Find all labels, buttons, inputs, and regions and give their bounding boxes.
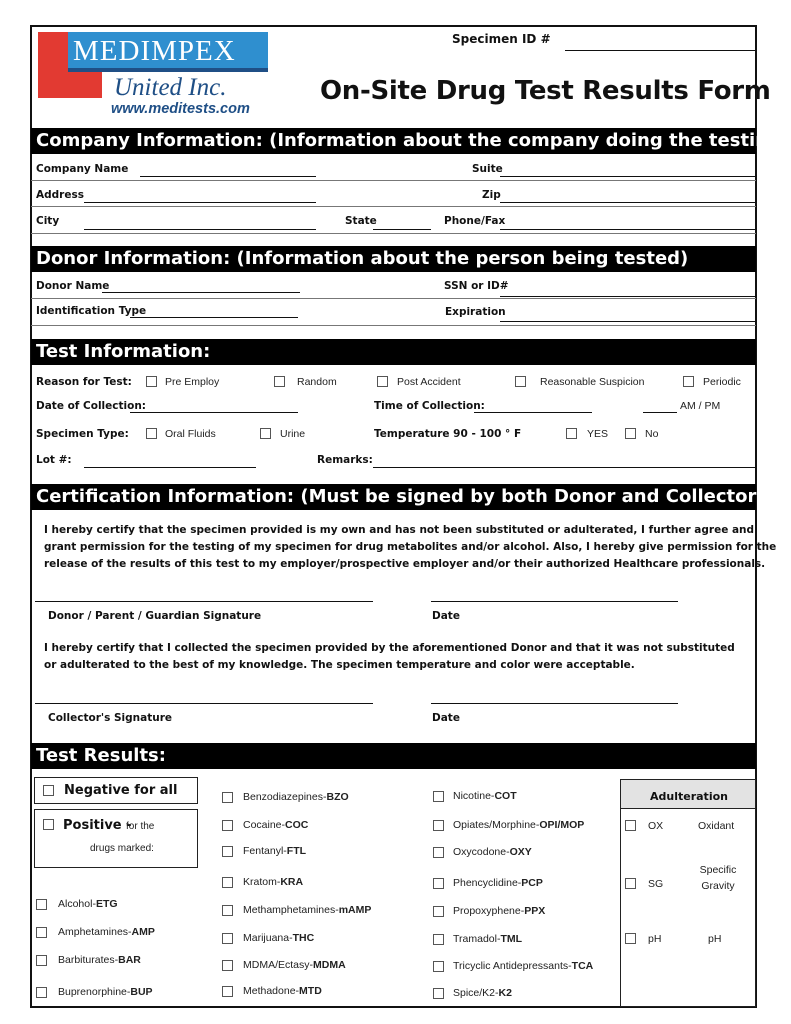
- ssn-field[interactable]: [500, 296, 755, 297]
- adulterant-checkbox-ox[interactable]: [625, 820, 636, 831]
- positive-checkbox[interactable]: [43, 819, 54, 830]
- random-checkbox[interactable]: [274, 376, 285, 387]
- drug-label-kra: Kratom-KRA: [243, 876, 304, 888]
- urine-label: Urine: [280, 428, 306, 440]
- certification-section-heading: Certification Information: (Must be signed by both Donor and Collector): [31, 484, 756, 510]
- drug-checkbox-cot[interactable]: [433, 791, 444, 802]
- am-pm-label: AM / PM: [680, 400, 721, 412]
- post-accident-label: Post Accident: [397, 376, 461, 388]
- identification-type-field[interactable]: [130, 317, 298, 318]
- drug-checkbox-ppx[interactable]: [433, 906, 444, 917]
- row-divider: [31, 233, 756, 234]
- drug-label-thc: Marijuana-THC: [243, 932, 315, 944]
- drug-label-ppx: Propoxyphene-PPX: [453, 905, 546, 917]
- drug-checkbox-kra[interactable]: [222, 877, 233, 888]
- donor-signature-label: Donor / Parent / Guardian Signature: [48, 610, 262, 622]
- drug-checkbox-amp[interactable]: [36, 927, 47, 938]
- drug-checkbox-opi[interactable]: [433, 820, 444, 831]
- positive-label: Positive -: [63, 818, 132, 833]
- adulterant-checkbox-ph[interactable]: [625, 933, 636, 944]
- row-divider: [31, 298, 756, 299]
- date-of-collection-label: Date of Collection:: [36, 400, 147, 412]
- drug-label-mdma: MDMA/Ectasy-MDMA: [243, 959, 346, 971]
- reason-label: Reason for Test:: [36, 376, 132, 388]
- pre-employ-checkbox[interactable]: [146, 376, 157, 387]
- temperature-yes-checkbox[interactable]: [566, 428, 577, 439]
- company-logo: [38, 30, 270, 120]
- company-name-field[interactable]: [140, 176, 316, 177]
- time-of-collection-field[interactable]: [474, 412, 592, 413]
- results-section-heading: Test Results:: [31, 743, 756, 769]
- drug-label-bzo: Benzodiazepines-BZO: [243, 791, 349, 803]
- drug-checkbox-k2[interactable]: [433, 988, 444, 999]
- temperature-yes-label: YES: [587, 428, 609, 440]
- collector-date-label: Date: [432, 712, 460, 724]
- donor-date-label: Date: [432, 610, 460, 622]
- address-label: Address: [36, 189, 84, 201]
- zip-label: Zip: [482, 189, 501, 201]
- time-minutes-field[interactable]: [643, 412, 677, 413]
- form-title: On-Site Drug Test Results Form: [320, 76, 771, 106]
- test-section-heading: Test Information:: [31, 339, 756, 365]
- drug-label-ftl: Fentanyl-FTL: [243, 845, 307, 857]
- suite-field[interactable]: [500, 176, 755, 177]
- drug-label-amp: Amphetamines-AMP: [58, 926, 155, 938]
- drug-checkbox-pcp[interactable]: [433, 878, 444, 889]
- phone-fax-field[interactable]: [500, 229, 755, 230]
- identification-type-label: Identification Type: [36, 305, 147, 317]
- adulterant-name-sg: Specific Gravity: [699, 864, 737, 892]
- drug-label-etg: Alcohol-ETG: [58, 898, 118, 910]
- drug-label-k2: Spice/K2-K2: [453, 987, 512, 999]
- drug-label-oxy: Oxycodone-OXY: [453, 846, 532, 858]
- specimen-type-label: Specimen Type:: [36, 428, 129, 440]
- oral-fluids-label: Oral Fluids: [165, 428, 216, 440]
- lot-field[interactable]: [84, 467, 256, 468]
- adulteration-heading: Adulteration: [650, 790, 728, 803]
- reasonable-suspicion-label: Reasonable Suspicion: [540, 376, 645, 388]
- logo-url: www.meditests.com: [111, 101, 250, 117]
- adulterant-code-sg: SG: [648, 878, 664, 890]
- drug-checkbox-etg[interactable]: [36, 899, 47, 910]
- periodic-checkbox[interactable]: [683, 376, 694, 387]
- donor-certification-statement: I hereby certify that the specimen provided is my own and has not been substituted or adulterated, I further agree and grant permission for the testing of my specimen for drug metabolites and/or alcohol. Also, I hereby give permission for the release of the results of this test to my employer/prospective employer and/or their authorized Healthcare professionals.: [44, 524, 777, 570]
- drug-checkbox-bzo[interactable]: [222, 792, 233, 803]
- donor-signature-line[interactable]: [35, 601, 373, 602]
- collector-signature-line[interactable]: [35, 703, 373, 704]
- specimen-id-label: Specimen ID #: [452, 32, 551, 46]
- drug-label-mamp: Methamphetamines-mAMP: [243, 904, 372, 916]
- drug-checkbox-tca[interactable]: [433, 961, 444, 972]
- drug-checkbox-oxy[interactable]: [433, 847, 444, 858]
- remarks-field[interactable]: [373, 467, 755, 468]
- drug-label-bar: Barbiturates-BAR: [58, 954, 141, 966]
- drug-label-tml: Tramadol-TML: [453, 933, 523, 945]
- drug-label-bup: Buprenorphine-BUP: [58, 986, 153, 998]
- date-of-collection-field[interactable]: [130, 412, 298, 413]
- expiration-label: Expiration: [445, 306, 506, 318]
- drug-checkbox-thc[interactable]: [222, 933, 233, 944]
- drug-label-coc: Cocaine-COC: [243, 819, 309, 831]
- drug-checkbox-mamp[interactable]: [222, 905, 233, 916]
- time-of-collection-label: Time of Collection:: [374, 400, 485, 412]
- ssn-label: SSN or ID#: [444, 280, 509, 292]
- suite-label: Suite: [472, 163, 503, 175]
- negative-checkbox[interactable]: [43, 785, 54, 796]
- periodic-label: Periodic: [703, 376, 741, 388]
- drug-label-mtd: Methadone-MTD: [243, 985, 322, 997]
- collector-certification-statement: I hereby certify that I collected the specimen provided by the aforementioned Donor and that it was not substituted or adulterated to the best of my knowledge. The specimen temperature and color were acceptable.: [44, 642, 735, 671]
- random-label: Random: [297, 376, 337, 388]
- adulterant-name-ox: Oxidant: [698, 820, 735, 832]
- drug-label-cot: Nicotine-COT: [453, 790, 517, 802]
- temperature-no-label: No: [645, 428, 659, 440]
- drug-checkbox-mdma[interactable]: [222, 960, 233, 971]
- specimen-id-line[interactable]: [565, 50, 755, 51]
- drug-checkbox-tml[interactable]: [433, 934, 444, 945]
- temperature-no-checkbox[interactable]: [625, 428, 636, 439]
- state-field[interactable]: [373, 229, 431, 230]
- temperature-label: Temperature 90 - 100 ° F: [374, 428, 522, 440]
- positive-suffix: for the: [126, 821, 155, 832]
- reasonable-suspicion-checkbox[interactable]: [515, 376, 526, 387]
- row-divider: [31, 180, 756, 181]
- address-field[interactable]: [84, 202, 316, 203]
- adulterant-checkbox-sg[interactable]: [625, 878, 636, 889]
- state-label: State: [345, 215, 377, 227]
- donor-date-line[interactable]: [431, 601, 678, 602]
- zip-field[interactable]: [500, 202, 755, 203]
- negative-label: Negative for all: [64, 783, 178, 798]
- drug-label-pcp: Phencyclidine-PCP: [453, 877, 543, 889]
- remarks-label: Remarks:: [317, 454, 373, 466]
- donor-section-heading: Donor Information: (Information about the person being tested): [31, 246, 756, 272]
- logo-text-united: United Inc.: [114, 74, 227, 101]
- oral-fluids-checkbox[interactable]: [146, 428, 157, 439]
- company-section-heading: Company Information: (Information about the company doing the testing): [31, 128, 756, 154]
- phone-fax-label: Phone/Fax: [444, 215, 506, 227]
- drug-label-opi: Opiates/Morphine-OPI/MOP: [453, 819, 585, 831]
- row-divider: [31, 206, 756, 207]
- expiration-field[interactable]: [500, 321, 755, 322]
- drug-checkbox-bar[interactable]: [36, 955, 47, 966]
- logo-text-medimpex: MEDIMPEX: [73, 35, 236, 67]
- city-label: City: [36, 215, 60, 227]
- company-name-label: Company Name: [36, 163, 129, 175]
- row-divider: [31, 325, 756, 326]
- post-accident-checkbox[interactable]: [377, 376, 388, 387]
- city-field[interactable]: [84, 229, 316, 230]
- urine-checkbox[interactable]: [260, 428, 271, 439]
- lot-label: Lot #:: [36, 454, 72, 466]
- drug-checkbox-mtd[interactable]: [222, 986, 233, 997]
- drug-label-tca: Tricyclic Antidepressants-TCA: [453, 960, 594, 972]
- collector-date-line[interactable]: [431, 703, 678, 704]
- pre-employ-label: Pre Employ: [165, 376, 220, 388]
- collector-signature-label: Collector's Signature: [48, 712, 173, 724]
- adulterant-code-ph: pH: [648, 933, 662, 945]
- drug-checkbox-coc[interactable]: [222, 820, 233, 831]
- donor-name-field[interactable]: [102, 292, 300, 293]
- adulterant-name-ph: pH: [708, 933, 722, 945]
- donor-name-label: Donor Name: [36, 280, 110, 292]
- drug-checkbox-bup[interactable]: [36, 987, 47, 998]
- drug-checkbox-ftl[interactable]: [222, 846, 233, 857]
- adulterant-code-ox: OX: [648, 820, 664, 832]
- positive-line2: drugs marked:: [90, 843, 154, 854]
